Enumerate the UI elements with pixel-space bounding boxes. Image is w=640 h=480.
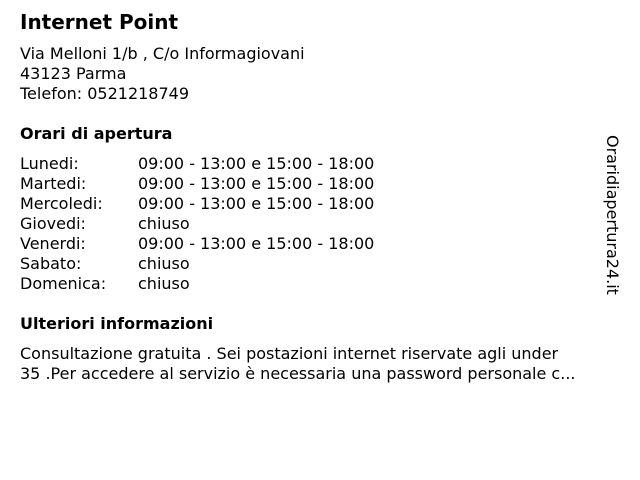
- opening-hours-heading: Orari di apertura: [20, 124, 173, 143]
- business-contact: [20, 44, 305, 104]
- additional-info-heading: Ulteriori informazioni: [20, 314, 214, 333]
- site-watermark: Oraridiapertura24.it: [603, 135, 622, 295]
- hours-time-value: chiuso: [138, 254, 190, 273]
- info-line-1: Consultazione gratuita . Sei postazioni internet riservate agli under: [20, 344, 559, 363]
- hours-time-value: 09:00 - 13:00 e 15:00 - 18:00: [138, 174, 375, 193]
- address-city: 43123 Parma: [20, 64, 127, 83]
- hours-day-label: Venerdi:: [20, 234, 86, 253]
- hours-day-label: Martedi:: [20, 174, 87, 193]
- hours-day-label: Sabato:: [20, 254, 82, 273]
- hours-time-value: 09:00 - 13:00 e 15:00 - 18:00: [138, 234, 375, 253]
- additional-info-text: [20, 344, 630, 384]
- business-name: Internet Point: [20, 10, 179, 34]
- address-street: Via Melloni 1/b , C/o Informagiovani: [20, 44, 305, 63]
- phone-number: Telefon: 0521218749: [20, 84, 190, 103]
- hours-time-value: chiuso: [138, 214, 190, 233]
- hours-time-value: 09:00 - 13:00 e 15:00 - 18:00: [138, 194, 375, 213]
- hours-time-value: chiuso: [138, 274, 190, 293]
- hours-day-label: Domenica:: [20, 274, 107, 293]
- hours-time-value: 09:00 - 13:00 e 15:00 - 18:00: [138, 154, 375, 173]
- hours-day-label: Lunedi:: [20, 154, 79, 173]
- hours-day-label: Mercoledi:: [20, 194, 103, 213]
- info-line-2: 35 .Per accedere al servizio è necessaria una password personale c...: [20, 364, 576, 383]
- hours-day-label: Giovedi:: [20, 214, 86, 233]
